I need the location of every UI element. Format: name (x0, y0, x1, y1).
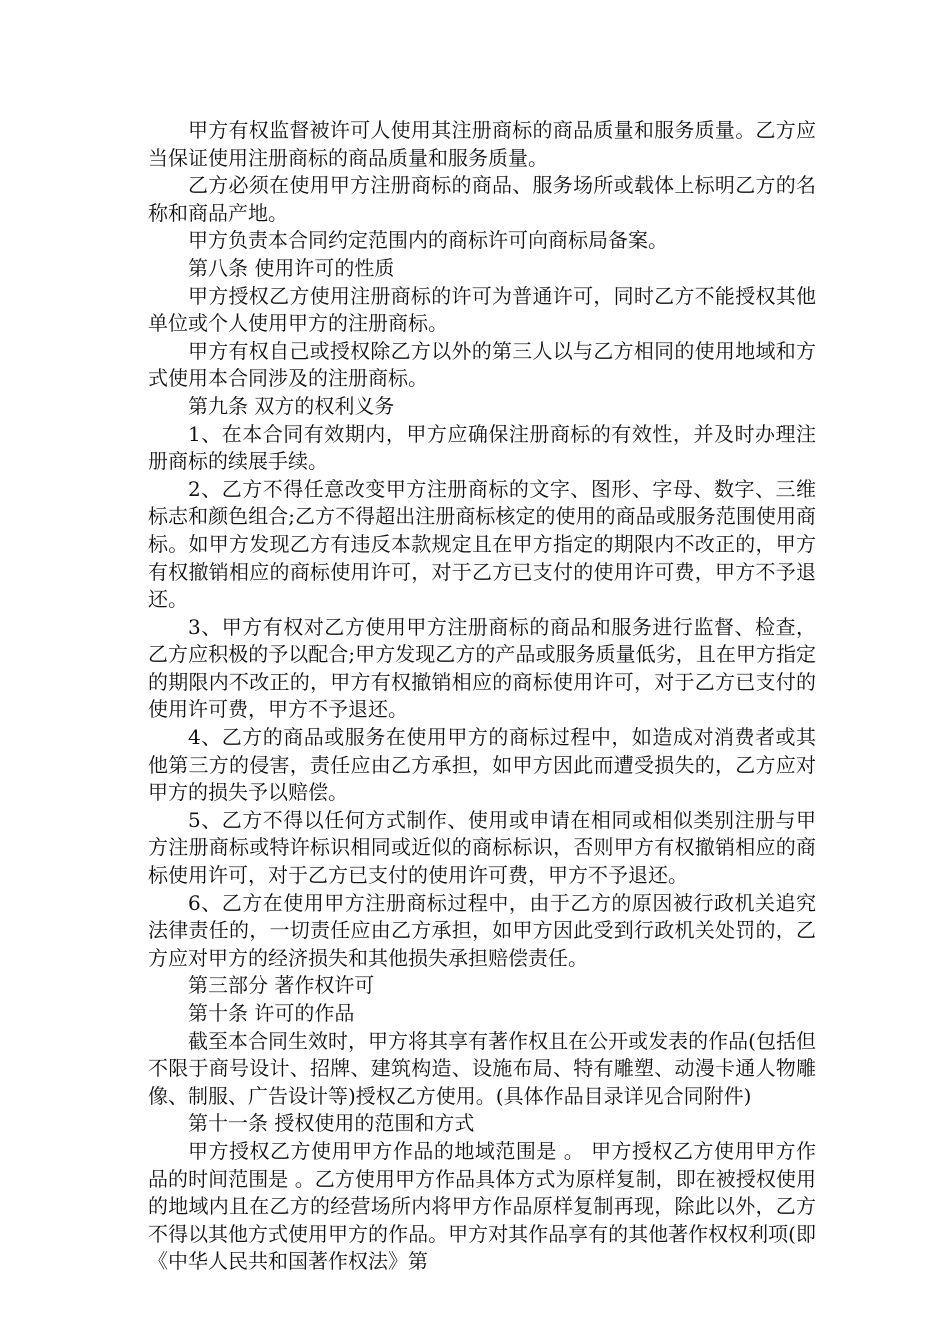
document-body (148, 117, 816, 1276)
paragraph: 甲方授权乙方使用甲方作品的地域范围是 。 甲方授权乙方使用甲方作品的时间范围是 。乙方使用甲方作品具体方式为原样复制，即在被授权使用的地域内且在乙方的经营场所内将甲方作品原样复制再现，除此以外，乙方不得以其他方式使用甲方的作品。甲方对其作品享有的其他著作权权利项(即《中华人民共和国著作权法》第 (148, 1138, 816, 1274)
paragraph: 甲方有权自己或授权除乙方以外的第三人以与乙方相同的使用地域和方式使用本合同涉及的注册商标。 (148, 338, 816, 391)
section-heading: 第八条 使用许可的性质 (188, 255, 395, 280)
paragraph: 3、甲方有权对乙方使用甲方注册商标的商品和服务进行监督、检查，乙方应积极的予以配合;甲方发现乙方的产品或服务质量低劣，且在甲方指定的期限内不改正的，甲方有权撤销相应的商标使用许可，对于乙方已支付的使用许可费，甲方不予退还。 (148, 614, 816, 722)
paragraph: 4、乙方的商品或服务在使用甲方的商标过程中，如造成对消费者或其他第三方的侵害，责任应由乙方承担，如甲方因此而遭受损失的，乙方应对甲方的损失予以赔偿。 (148, 725, 816, 805)
section-heading: 第十条 许可的作品 (188, 1001, 355, 1025)
section-heading: 第九条 双方的权利义务 (188, 393, 395, 418)
paragraph: 6、乙方在使用甲方注册商标过程中，由于乙方的原因被行政机关追究法律责任的，一切责任应由乙方承担，如甲方因此受到行政机关处罚的，乙方应对甲方的经济损失和其他损失承担赔偿责任。 (148, 890, 816, 970)
part-heading: 第三部分 著作权许可 (188, 973, 375, 998)
paragraph: 甲方负责本合同约定范围内的商标许可向商标局备案。 (188, 228, 668, 253)
paragraph: 乙方必须在使用甲方注册商标的商品、服务场所或载体上标明乙方的名称和商品产地。 (148, 173, 816, 225)
paragraph: 甲方授权乙方使用注册商标的许可为普通许可，同时乙方不能授权其他单位或个人使用甲方的注册商标。 (148, 283, 816, 336)
paragraph: 1、在本合同有效期内，甲方应确保注册商标的有效性，并及时办理注册商标的续展手续。 (148, 421, 816, 474)
section-heading: 第十一条 授权使用的范围和方式 (188, 1111, 475, 1136)
paragraph: 5、乙方不得以任何方式制作、使用或申请在相同或相似类别注册与甲方注册商标或特许标识相同或近似的商标标识，否则甲方有权撤销相应的商标使用许可，对于乙方已支付的使用许可费，甲方不予退还。 (148, 807, 816, 888)
paragraph: 截至本合同生效时，甲方将其享有著作权且在公开或发表的作品(包括但不限于商号设计、招牌、建筑构造、设施布局、特有雕塑、动漫卡通人物雕像、制服、广告设计等)授权乙方使用。(具体作品目录详见合同附件) (148, 1028, 816, 1108)
paragraph: 2、乙方不得任意改变甲方注册商标的文字、图形、字母、数字、三维标志和颜色组合;乙方不得超出注册商标核定的使用的商品或服务范围使用商标。如甲方发现乙方有违反本款规定且在甲方指定的期限内不改正的，甲方有权撤销相应的商标使用许可，对于乙方已支付的使用许可费，甲方不予退还。 (148, 476, 816, 612)
paragraph: 甲方有权监督被许可人使用其注册商标的商品质量和服务质量。乙方应当保证使用注册商标的商品质量和服务质量。 (148, 118, 816, 170)
